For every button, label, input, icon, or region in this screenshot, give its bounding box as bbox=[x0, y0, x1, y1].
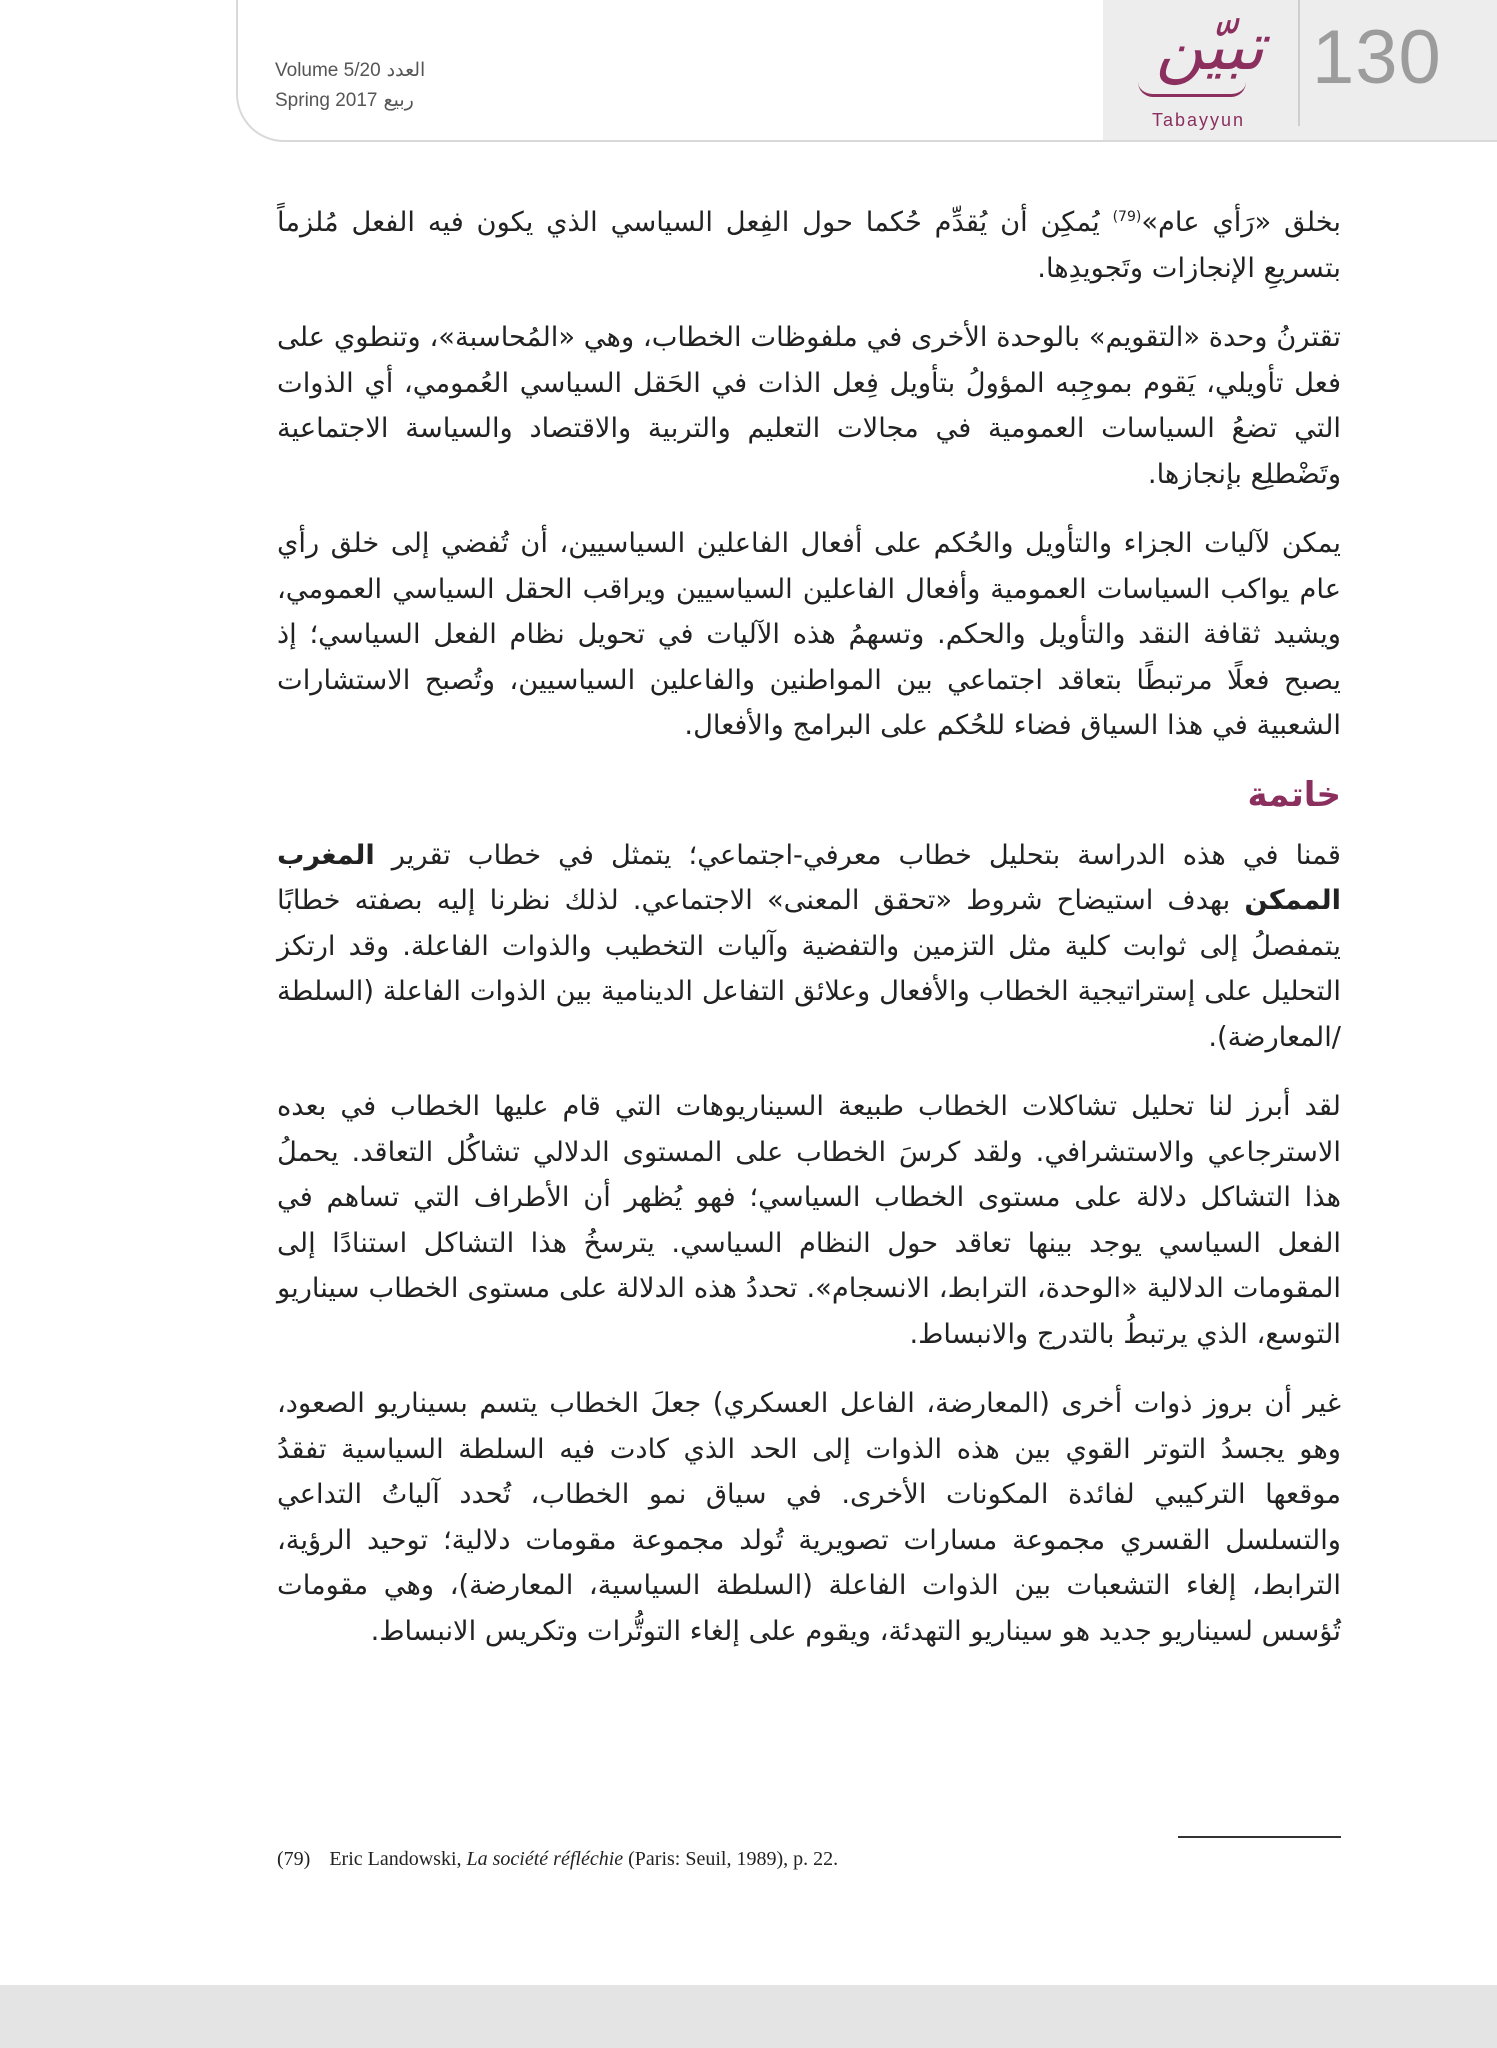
article-body bbox=[277, 200, 1341, 1678]
footnote-number: (79) bbox=[277, 1848, 311, 1870]
paragraph-3: يمكن لآليات الجزاء والتأويل والحُكم على أفعال الفاعلين السياسيين، أن تُفضي إلى خلق رأي عام يواكب السياسات العمومية وأفعال الفاعلين السياسيين ويراقب الحقل السياسي العمومي، ويشيد ثقافة النقد والتأويل والحكم. وتسهمُ هذه الآليات في تحويل نظام الفعل السياسي؛ إذ يصبح فعلًا مرتبطًا بتعاقد اجتماعي بين المواطنين والفاعلين السياسيين، وتُصبح الاستشارات الشعبية في هذا السياق فضاء للحُكم على البرامج والأفعال. bbox=[277, 528, 1341, 741]
journal-logo-latin: Tabayyun bbox=[1152, 110, 1246, 130]
journal-logo-arabic: تبيّن bbox=[1155, 8, 1265, 85]
paragraph-5: لقد أبرز لنا تحليل تشاكلات الخطاب طبيعة السيناريوهات التي قام عليها الخطاب في بعده الاسترجاعي والاستشرافي. ولقد كرسَ الخطاب على المستوى الدلالي تشاكُل التعاقد. يحملُ هذا التشاكل دلالة على مستوى الخطاب السياسي؛ فهو يُظهر أن الأطراف التي تساهم في الفعل السياسي يوجد بينها تعاقد حول النظام السياسي. يترسخُ هذا التشاكل استنادًا إلى المقومات الدلالية «الوحدة، الترابط، الانسجام». تحددُ هذه الدلالة على مستوى الخطاب سيناريو التوسع، الذي يرتبطُ بالتدرج والانبساط. bbox=[277, 1091, 1341, 1350]
page-bottom-strip bbox=[0, 1985, 1497, 2048]
paragraph-1-start: بخلق «رَأي عام» bbox=[1141, 207, 1341, 238]
season-label: Spring 2017 bbox=[275, 90, 378, 111]
footnote-separator bbox=[1178, 1836, 1341, 1838]
paragraph-6: غير أن بروز ذوات أخرى (المعارضة، الفاعل العسكري) جعلَ الخطاب يتسم بسيناريو الصعود، وهو يجسدُ التوتر القوي بين هذه الذوات إلى الحد الذي كادت فيه السلطة السياسية تفقدُ موقعها التركيبي لفائدة المكونات الأخرى. في سياق نمو الخطاب، تُحدد آلياتُ التداعي والتسلسل القسري مجموعة مسارات تصويرية تُولد مجموعة مقومات دلالية؛ توحيد الرؤية، الترابط، إلغاء التشعبات بين الذوات الفاعلة (السلطة السياسية، المعارضة)، وهي مقومات تُؤسس لسيناريو جديد هو سيناريو التهدئة، ويقوم على إلغاء التوتُّرات وتكريس الانبساط. bbox=[277, 1388, 1341, 1647]
footnote-title: La société réfléchie bbox=[466, 1848, 624, 1870]
paragraph-4-end: بهدف استيضاح شروط «تحقق المعنى» الاجتماعي. لذلك نظرنا إليه بصفته خطابًا يتمفصلُ إلى ثوابت كلية مثل التزمين والتفضية وآليات التخطيب والذوات الفاعلة. وقد ارتكز التحليل على إستراتيجية الخطاب والأفعال وعلائق التفاعل الدينامية بين الذوات الفاعلة (السلطة /المعارضة). bbox=[277, 885, 1341, 1053]
volume-line bbox=[275, 59, 425, 82]
section-heading-conclusion: خاتمة bbox=[1247, 774, 1341, 815]
footnote-author: Eric Landowski, bbox=[329, 1848, 462, 1870]
header-divider bbox=[1298, 0, 1300, 126]
season-label-ar: ربيع bbox=[383, 90, 414, 111]
paragraph-4 bbox=[277, 833, 1341, 1061]
footnote-details: (Paris: Seuil, 1989), p. 22. bbox=[628, 1848, 839, 1870]
paragraph-2: تقترنُ وحدة «التقويم» بالوحدة الأخرى في ملفوظات الخطاب، وهي «المُحاسبة»، وتنطوي على فعل تأويلي، يَقوم بموجِبه المؤولُ بتأويل فِعل الذات في الحَقل السياسي العُمومي، أي الذوات التي تضعُ السياسات العمومية في مجالات التعليم والتربية والاقتصاد والسياسة الاجتماعية وتَضْطلِع بإنجازها. bbox=[277, 322, 1341, 490]
footnote-ref-79[interactable]: (79) bbox=[1112, 208, 1142, 225]
volume-label-ar: العدد bbox=[386, 60, 426, 81]
report-title: المغرب الممكن bbox=[277, 839, 1341, 917]
paragraph-1-end: يُمكِن أن يُقدِّم حُكما حول الفِعل السياسي الذي يكون فيه الفعل مُلزماً بتسريعِ الإنجازات وتَجويدِها. bbox=[277, 207, 1341, 284]
footnote-79 bbox=[277, 1848, 1341, 1871]
paragraph-1 bbox=[277, 200, 1341, 291]
season-line bbox=[275, 89, 414, 112]
paragraph-4-start: قمنا في هذه الدراسة بتحليل خطاب معرفي-اجتماعي؛ يتمثل في خطاب تقرير bbox=[374, 839, 1341, 871]
volume-label: Volume 5/20 bbox=[275, 60, 381, 81]
logo-swash bbox=[1138, 82, 1246, 97]
page-number: 130 bbox=[1312, 15, 1442, 100]
